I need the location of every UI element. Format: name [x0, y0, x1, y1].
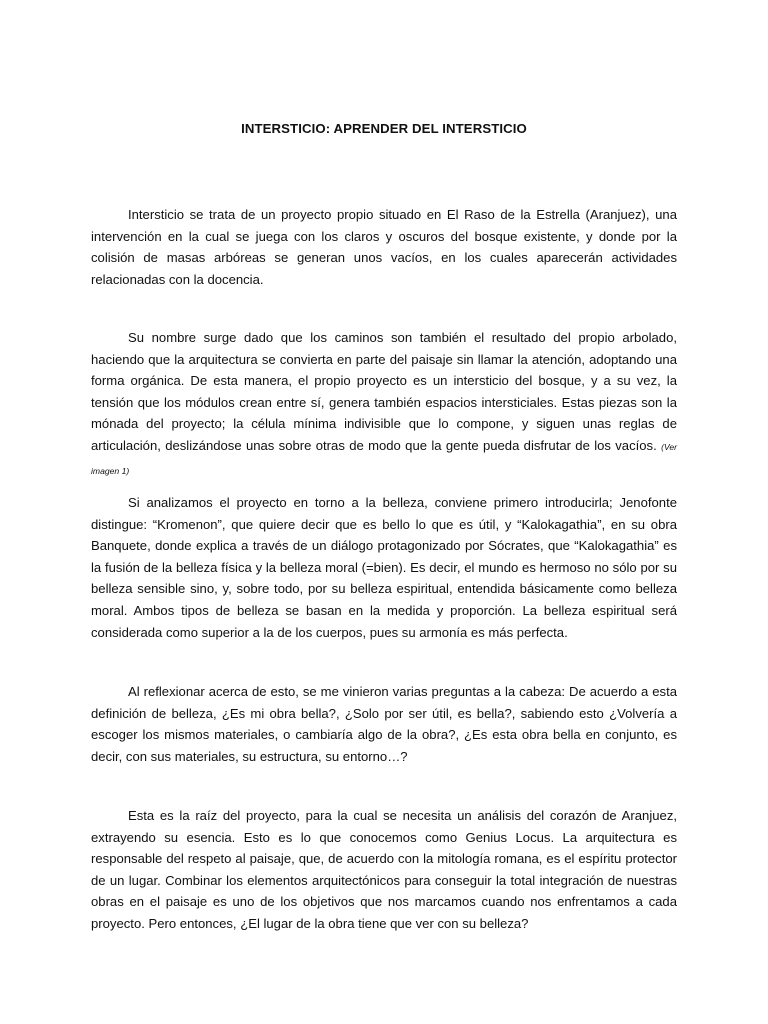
- paragraph-5: Esta es la raíz del proyecto, para la cual se necesita un análisis del corazón de Aranjuez, extrayendo su esencia. Esto es lo que conocemos como Genius Locus. La arquitectura es responsable del respeto al paisaje, que, de acuerdo con la mitología romana, es el espíritu protector de un lugar. Combinar los elementos arquitectónicos para conseguir la total integración de nuestras obras en el paisaje es uno de los objetivos que nos marcamos cuando nos enfrentamos a cada proyecto. Pero entonces, ¿El lugar de la obra tiene que ver con su belleza?: [91, 808, 677, 931]
- paragraph-4: Al reflexionar acerca de esto, se me vinieron varias preguntas a la cabeza: De acuerdo a esta definición de belleza, ¿Es mi obra bella?, ¿Solo por ser útil, es bella?, sabiendo esto ¿Volvería a escoger los mismos materiales, o cambiaría algo de la obra?, ¿Es esta obra bella en conjunto, es decir, con sus materiales, su estructura, su entorno…?: [91, 684, 677, 764]
- paragraph-1: Intersticio se trata de un proyecto propio situado en El Raso de la Estrella (Aranjuez), una intervención en la cual se juega con los claros y oscuros del bosque existente, y donde por la colisión de masas arbóreas se generan unos vacíos, en los cuales aparecerán actividades relacionadas con la docencia.: [91, 207, 677, 287]
- paragraph-3: Si analizamos el proyecto en torno a la belleza, conviene primero introducirla; Jenofonte distingue: “Kromenon”, que quiere decir que es bello lo que es útil, y “Kalokagathia”, en su obra Banquete, donde explica a través de un diálogo protagonizado por Sócrates, que “Kalokagathia” es la fusión de la belleza física y la belleza moral (=bien). Es decir, el mundo es hermoso no sólo por su belleza sensible sino, y, sobre todo, por su belleza espiritual, entendida básicamente como belleza moral. Ambos tipos de belleza se basan en la medida y proporción. La belleza espiritual será considerada como superior a la de los cuerpos, pues su armonía es más perfecta.: [91, 495, 677, 640]
- document-title: INTERSTICIO: APRENDER DEL INTERSTICIO: [241, 121, 527, 136]
- image-reference: (Ver imagen 1): [91, 441, 677, 476]
- paragraph-2-text: Su nombre surge dado que los caminos son también el resultado del propio arbolado, haciendo que la arquitectura se convierta en parte del paisaje sin llamar la atención, adoptando una forma orgánica. De esta manera, el propio proyecto es un intersticio del bosque, y a su vez, la tensión que los módulos crean entre sí, genera también espacios intersticiales. Estas piezas son la mónada del proyecto; la célula mínima indivisible que lo compone, y siguen unas reglas de articulación, deslizándose unas sobre otras de modo que la gente pueda disfrutar de los vacíos.: [91, 330, 677, 453]
- paragraph-2: [91, 327, 677, 482]
